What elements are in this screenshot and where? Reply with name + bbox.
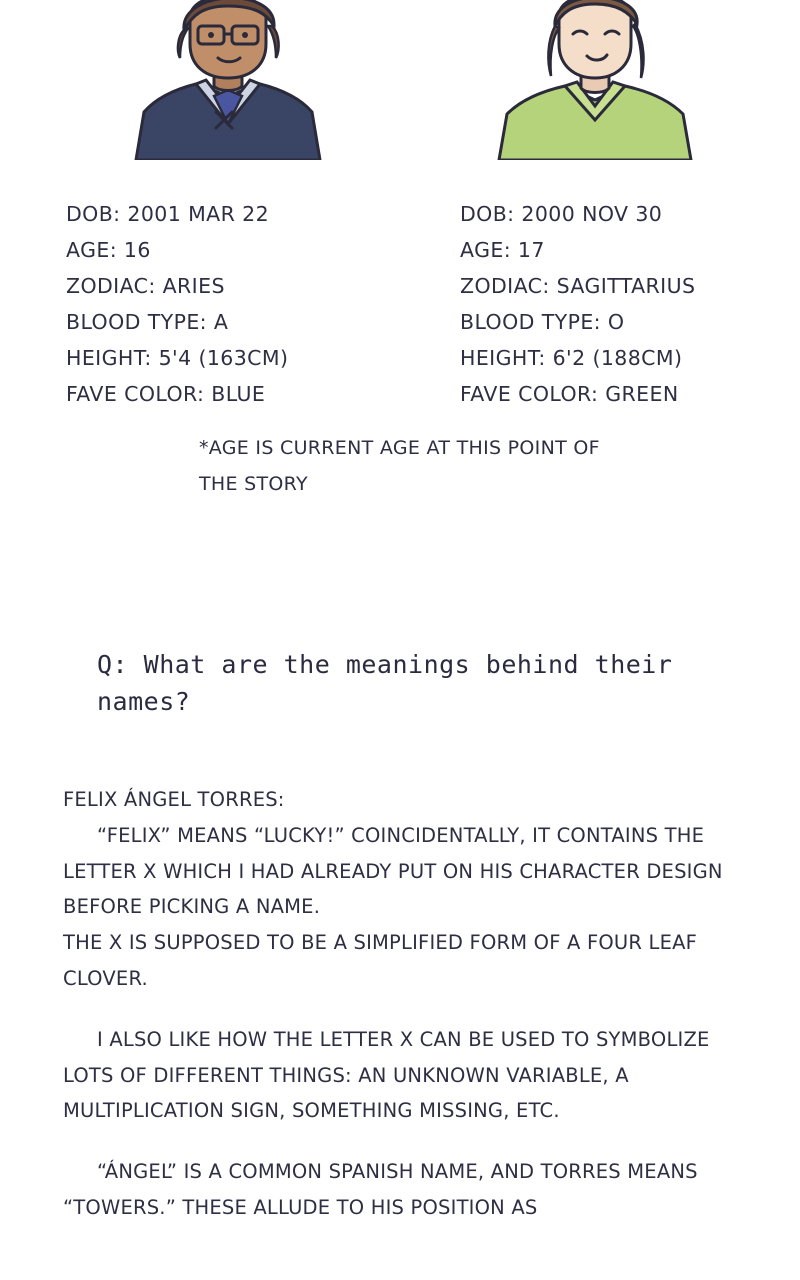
answer-heading: FELIX ÁNGEL TORRES:: [63, 788, 285, 811]
stat-age: AGE: 17: [460, 238, 545, 262]
stat-dob: DOB: 2000 NOV 30: [460, 202, 663, 226]
stat-height: HEIGHT: 5'4 (163CM): [66, 346, 289, 370]
stat-blood-type: BLOOD TYPE: A: [66, 310, 229, 334]
answer-paragraph-3: [63, 1022, 753, 1129]
answer-paragraph-4: [63, 1154, 753, 1226]
answer-paragraph-3-text: I ALSO LIKE HOW THE LETTER X CAN BE USED TO SYMBOLIZE LOTS OF DIFFERENT THINGS: AN UNKNOWN VARIABLE, A MULTIPLICATION SIGN, SOMETHING MISSING, ETC.: [63, 1027, 710, 1123]
stat-age: AGE: 16: [66, 238, 151, 262]
stats-column-companion: [460, 196, 695, 412]
stat-fave-color: FAVE COLOR: BLUE: [66, 382, 266, 406]
character-portrait-felix: [118, 0, 338, 160]
character-portrait-companion: [485, 0, 705, 160]
age-footnote: *AGE IS CURRENT AGE AT THIS POINT OF THE STORY: [199, 437, 600, 495]
answer-paragraph-1: [63, 818, 753, 925]
stat-height: HEIGHT: 6'2 (188CM): [460, 346, 683, 370]
answer-body: [63, 782, 753, 1226]
character-portraits-row: [0, 0, 800, 160]
answer-paragraph-4-text: “ÁNGEL” IS A COMMON SPANISH NAME, AND TORRES MEANS “TOWERS.” THESE ALLUDE TO HIS POSITION AS: [63, 1160, 698, 1219]
answer-paragraph-1-text: “FELIX” MEANS “LUCKY!” COINCIDENTALLY, IT CONTAINS THE LETTER X WHICH I HAD ALREADY PUT ON HIS CHARACTER DESIGN BEFORE PICKING A NAME.: [63, 823, 723, 919]
stat-dob: DOB: 2001 MAR 22: [66, 202, 270, 226]
felix-illustration: [118, 0, 338, 160]
stat-fave-color: FAVE COLOR: GREEN: [460, 382, 679, 406]
answer-paragraph-2: THE X IS SUPPOSED TO BE A SIMPLIFIED FORM OF A FOUR LEAF CLOVER.: [63, 931, 698, 990]
stat-zodiac: ZODIAC: ARIES: [66, 274, 225, 298]
character-stats: [0, 196, 800, 416]
companion-illustration: [485, 0, 705, 160]
stat-blood-type: BLOOD TYPE: O: [460, 310, 625, 334]
question-text: Q: What are the meanings behind their names?: [97, 650, 673, 716]
stat-zodiac: ZODIAC: SAGITTARIUS: [460, 274, 696, 298]
stats-column-felix: [66, 196, 288, 412]
